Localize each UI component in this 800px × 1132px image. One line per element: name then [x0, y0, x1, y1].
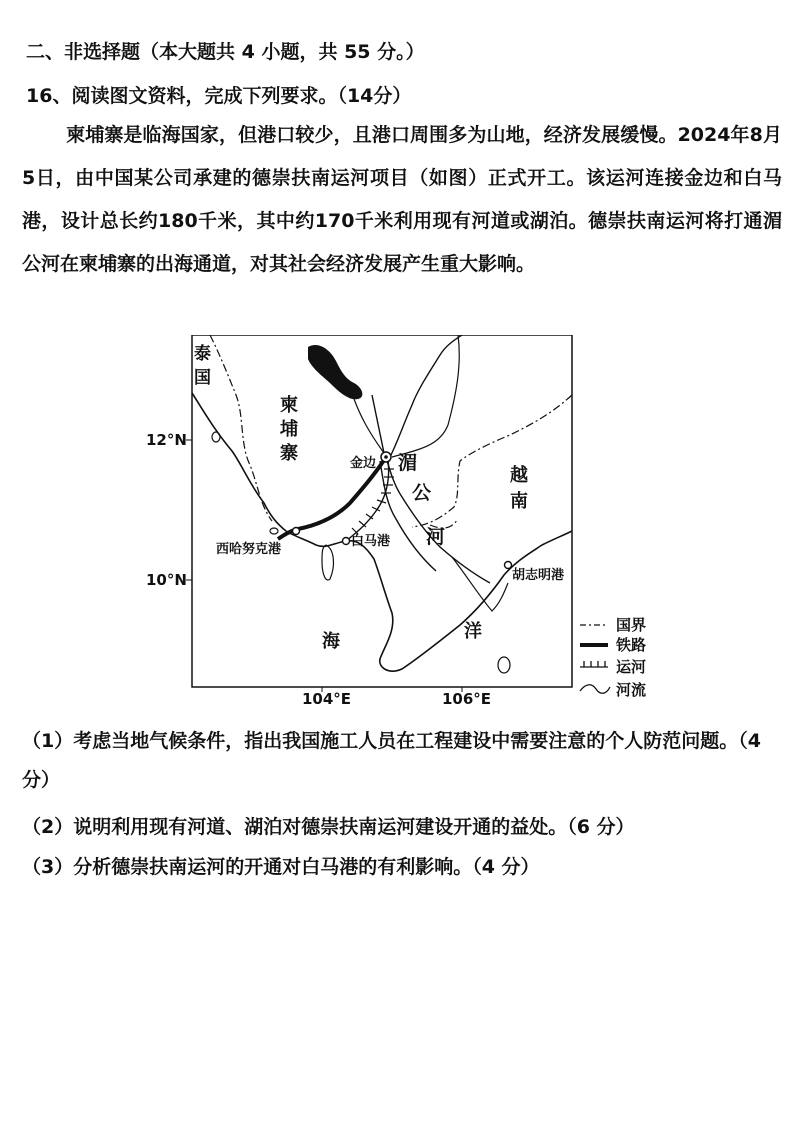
lat-10: 10°N: [146, 571, 187, 589]
label-river-2: 公: [412, 482, 432, 504]
map-figure: [140, 335, 660, 705]
city-sihanoukville-dot: [293, 528, 300, 535]
label-vietnam-1: 越: [510, 465, 528, 486]
label-sihanoukville: 西哈努克港: [216, 542, 282, 557]
label-hcmc: 胡志明港: [512, 568, 565, 583]
sub-question-1: （1）考虑当地气候条件，指出我国施工人员在工程建设中需要注意的个人防范问题。（4分）: [22, 730, 761, 791]
label-river-3: 河: [426, 526, 446, 548]
lake-outflow: [354, 399, 384, 453]
label-vietnam-2: 南: [510, 491, 528, 512]
legend-river-sample: [580, 685, 610, 694]
delta-river: [452, 557, 508, 611]
city-kampot-dot: [343, 538, 350, 545]
island-phu-quoc: [322, 545, 333, 580]
label-phnom-penh: 金边: [350, 456, 377, 471]
question-paragraph: [22, 114, 782, 286]
label-kampot: 白马港: [351, 534, 391, 549]
lat-12: 12°N: [146, 431, 187, 449]
coastline: [192, 393, 572, 671]
city-phnom-penh-center: [384, 455, 388, 459]
question-header: 16、阅读图文资料，完成下列要求。（14分）: [26, 85, 412, 107]
label-cambodia-1: 柬: [280, 395, 298, 416]
lon-106: 106°E: [442, 690, 492, 705]
east-tributary: [392, 335, 459, 457]
sub-question-3: （3）分析德崇扶南运河的开通对白马港的有利影响。（4 分）: [22, 856, 540, 878]
border-thailand: [210, 335, 272, 521]
legend: [580, 616, 646, 699]
sub-question-2: （2）说明利用现有河道、湖泊对德崇扶南运河建设开通的益处。（6 分）: [22, 816, 635, 838]
lake-shape: [308, 345, 362, 399]
label-sea-2: 洋: [464, 621, 482, 642]
section-title: 二、非选择题（本大题共 4 小题，共 55 分。）: [26, 41, 425, 63]
mekong-river: [386, 457, 490, 583]
legend-canal: 运河: [616, 658, 647, 676]
legend-railway: 铁路: [616, 636, 647, 654]
lon-104: 104°E: [302, 690, 352, 705]
label-sea-1: 海: [322, 631, 340, 652]
upper-river: [372, 335, 462, 458]
label-cambodia-3: 寨: [280, 443, 298, 464]
label-river-1: 湄: [398, 452, 418, 474]
island-small: [270, 528, 278, 534]
legend-border: 国界: [616, 616, 647, 634]
border-vietnam: [412, 395, 572, 527]
label-cambodia-2: 埔: [280, 419, 298, 440]
label-thailand-2: 国: [194, 368, 211, 388]
legend-river: 河流: [616, 681, 647, 699]
question-paragraph-text: 柬埔寨是临海国家，但港口较少，且港口周围多为山地，经济发展缓慢。2024年8月5日，由中国某公司承建的德崇扶南运河项目（如图）正式开工。该运河连接金边和白马港，设计总长约180千米，其中约170千米利用现有河道或湖泊。德崇扶南运河将打通湄公河在柬埔寨的出海通道，对其社会经济发展产生重大影响。: [22, 124, 782, 275]
island-koh-kong: [212, 432, 220, 442]
label-thailand-1: 泰: [194, 344, 211, 364]
island-con-dao: [498, 657, 510, 673]
city-hcmc-dot: [505, 562, 512, 569]
